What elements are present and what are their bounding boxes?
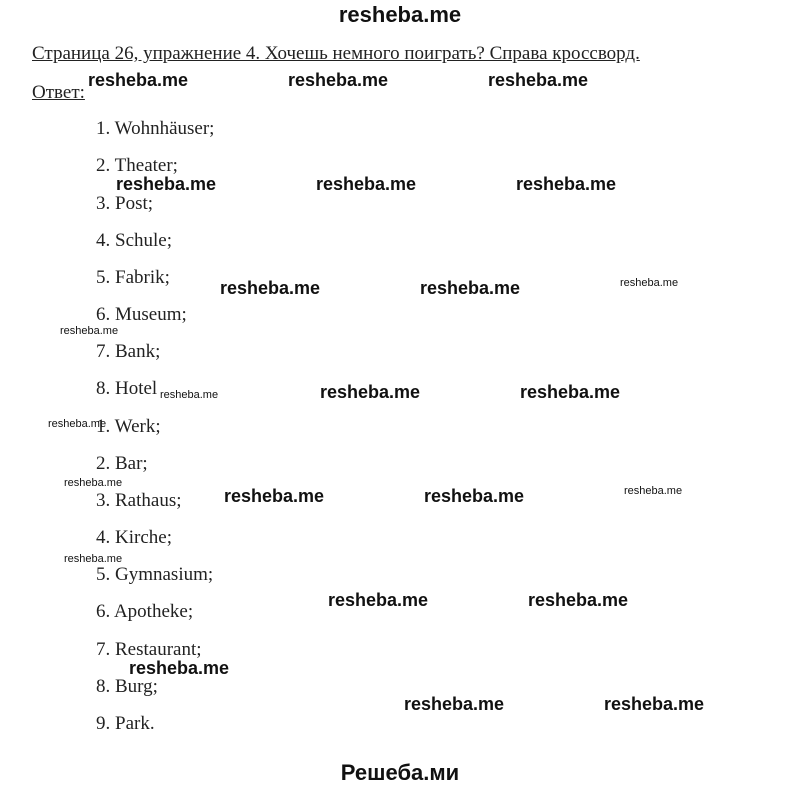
watermark: resheba.me [520,382,621,402]
watermark: resheba.me [528,590,629,610]
watermark: resheba.me [624,485,683,497]
watermark: resheba.me [129,658,230,678]
answer-item: 6. Apotheke; [96,601,194,622]
watermark: resheba.me [604,694,705,714]
watermark: resheba.me [48,418,107,430]
watermark: resheba.me [224,486,325,506]
watermark: resheba.me [516,174,617,194]
answer-item: 7. Restaurant; [96,639,202,660]
watermark: resheba.me [88,70,189,90]
watermark: resheba.me [420,278,521,298]
watermark: resheba.me [220,278,321,298]
answer-item: 2. Theater; [96,155,178,176]
watermark: resheba.me [64,553,123,565]
watermark: resheba.me [488,70,589,90]
answer-item: 8. Burg; [96,676,158,697]
answer-item: 8. Hotel [96,378,158,399]
answer-item: 1. Wohnhäuser; [96,118,215,139]
answer-item: 5. Fabrik; [96,267,170,288]
answer-item: 6. Museum; [96,304,187,325]
answer-item: 5. Gymnasium; [96,564,214,585]
watermark: resheba.me [160,389,219,401]
watermark: resheba.me [320,382,421,402]
site-header: resheba.me [338,2,462,27]
answer-item: 3. Post; [96,193,154,214]
watermark: resheba.me [288,70,389,90]
answer-item: 4. Schule; [96,230,172,251]
answer-item: 7. Bank; [96,341,161,362]
watermark: resheba.me [60,325,119,337]
answer-item: 4. Kirche; [96,527,172,548]
watermark: resheba.me [620,277,679,289]
watermark: resheba.me [424,486,525,506]
answer-item: 1. Werk; [96,416,161,437]
watermark: resheba.me [116,174,217,194]
answer-item: 3. Rathaus; [96,490,182,511]
answer-item: 9. Park. [96,713,155,734]
watermark: resheba.me [328,590,429,610]
answer-item: 2. Bar; [96,453,148,474]
watermark: resheba.me [404,694,505,714]
watermark: resheba.me [316,174,417,194]
watermark: resheba.me [64,477,123,489]
answer-label: Ответ: [32,82,85,103]
task-title: Страница 26, упражнение 4. Хочешь немного поиграть? Справа кроссворд. [32,43,640,64]
site-footer: Решеба.ми [340,760,460,785]
